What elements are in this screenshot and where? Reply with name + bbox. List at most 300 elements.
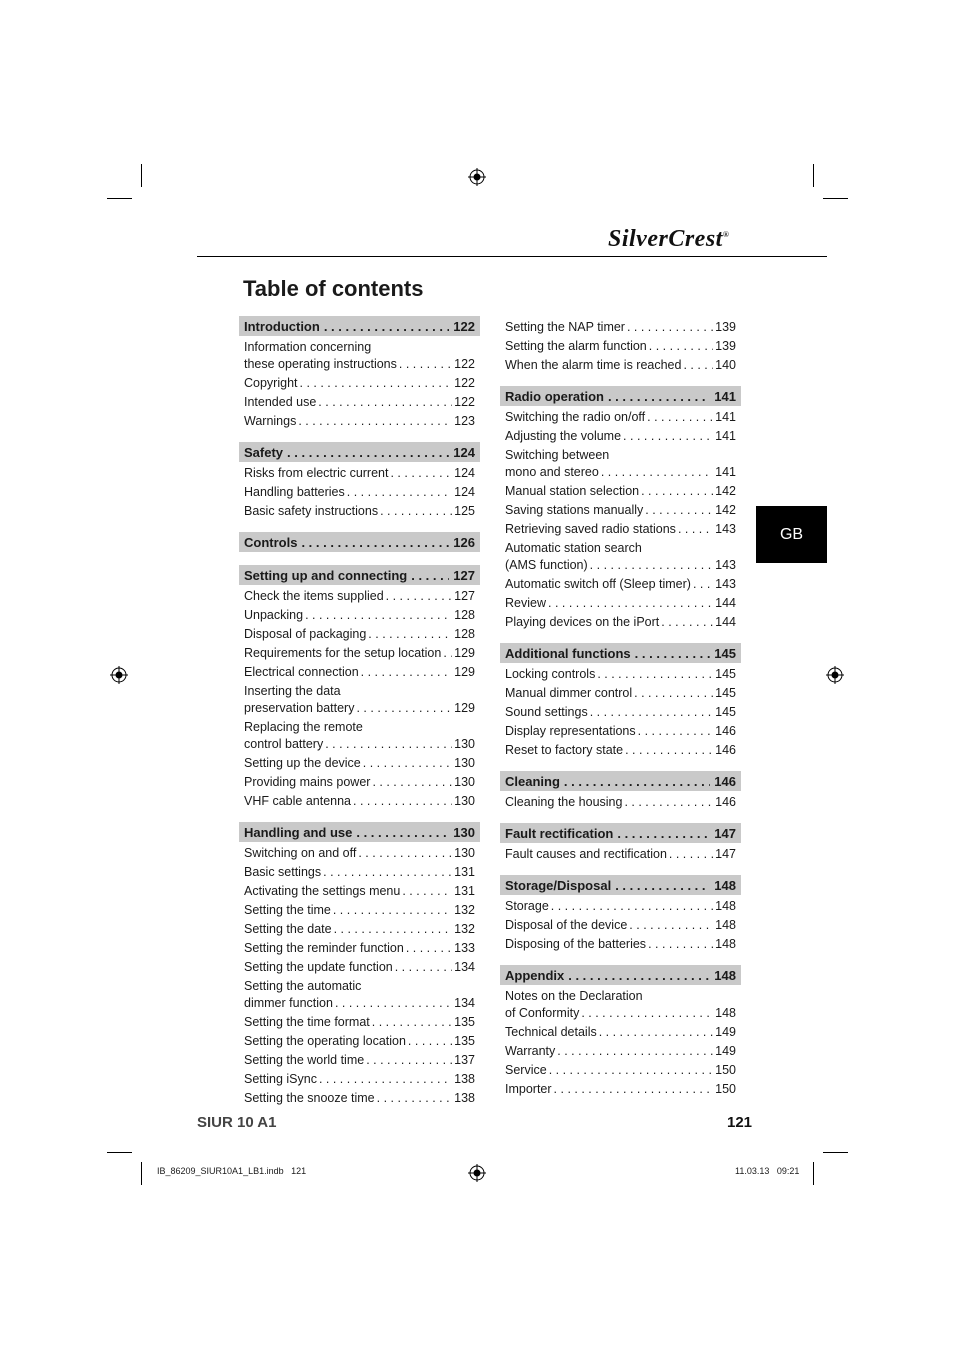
section-title: Storage/Disposal bbox=[505, 877, 612, 893]
toc-entry-row bbox=[244, 958, 475, 977]
toc-entry-row bbox=[505, 501, 736, 520]
toc-entry-text: Setting the time format bbox=[244, 1015, 370, 1029]
toc-entry-row bbox=[505, 594, 736, 613]
dot-leader bbox=[377, 1089, 453, 1108]
dot-leader bbox=[683, 356, 713, 375]
dot-leader bbox=[581, 1004, 713, 1023]
toc-entry-text: Service bbox=[505, 1063, 547, 1077]
toc-entry-row bbox=[244, 792, 475, 811]
toc-entry bbox=[505, 520, 736, 539]
dot-leader bbox=[361, 663, 452, 682]
toc-entry-page: 129 bbox=[454, 665, 475, 679]
section-heading bbox=[239, 532, 480, 552]
toc-entry-page: 148 bbox=[715, 937, 736, 951]
toc-entry-text: of Conformity bbox=[505, 1006, 580, 1020]
toc-entry-page: 127 bbox=[454, 589, 475, 603]
toc-entry bbox=[505, 1080, 736, 1099]
toc-entry bbox=[244, 754, 475, 773]
toc-entry-text: Check the items supplied bbox=[244, 589, 384, 603]
toc-entry-page: 137 bbox=[454, 1053, 475, 1067]
toc-entry bbox=[244, 920, 475, 939]
dot-leader bbox=[363, 754, 452, 773]
section-heading bbox=[500, 823, 741, 843]
dot-leader bbox=[627, 318, 713, 337]
dot-leader bbox=[647, 408, 713, 427]
toc-entry-row bbox=[505, 575, 736, 594]
section-title: Fault rectification bbox=[505, 825, 614, 841]
toc-entry bbox=[244, 412, 475, 431]
dot-leader bbox=[551, 897, 713, 916]
toc-entry bbox=[505, 793, 736, 812]
dot-leader bbox=[634, 684, 713, 703]
toc-entry bbox=[505, 741, 736, 760]
toc-entry-page: 150 bbox=[715, 1082, 736, 1096]
toc-entry-page: 146 bbox=[715, 724, 736, 738]
toc-entry-text: Playing devices on the iPort bbox=[505, 615, 660, 629]
section-page: 130 bbox=[453, 824, 475, 840]
dot-leader bbox=[615, 878, 710, 893]
toc-entry-page: 145 bbox=[715, 667, 736, 681]
toc-entry-row bbox=[505, 1004, 736, 1023]
toc-entry bbox=[244, 606, 475, 625]
section-page: 148 bbox=[714, 877, 736, 893]
toc-entry-text: these operating instructions bbox=[244, 357, 397, 371]
toc-entry bbox=[505, 845, 736, 864]
dot-leader bbox=[372, 1013, 452, 1032]
dot-leader bbox=[334, 920, 453, 939]
header-rule bbox=[197, 256, 827, 257]
toc-right-column bbox=[500, 316, 741, 1099]
dot-leader bbox=[301, 535, 449, 550]
dot-leader bbox=[623, 427, 713, 446]
toc-entry-page: 140 bbox=[715, 358, 736, 372]
toc-entry-page: 125 bbox=[454, 504, 475, 518]
toc-entry-text: Setting the alarm function bbox=[505, 339, 647, 353]
toc-entry-row bbox=[244, 412, 475, 431]
section-page: 145 bbox=[714, 645, 736, 661]
crop-mark bbox=[107, 198, 132, 199]
toc-entry-page: 144 bbox=[715, 615, 736, 629]
toc-entry-line: Inserting the data bbox=[244, 684, 341, 698]
toc-entry-row bbox=[505, 897, 736, 916]
toc-entry bbox=[505, 1061, 736, 1080]
registration-mark-icon bbox=[110, 666, 128, 684]
dot-leader bbox=[298, 412, 452, 431]
print-slug-file: IB_86209_SIUR10A1_LB1.indb 121 bbox=[157, 1166, 307, 1176]
toc-entry-row bbox=[244, 393, 475, 412]
toc-entry-text: Activating the settings menu bbox=[244, 884, 401, 898]
section-heading bbox=[500, 965, 741, 985]
toc-entry-text: Switching the radio on/off bbox=[505, 410, 646, 424]
toc-entry bbox=[244, 1051, 475, 1070]
dot-leader bbox=[402, 882, 452, 901]
dot-leader bbox=[649, 337, 713, 356]
toc-entry-text: Disposal of packaging bbox=[244, 627, 367, 641]
toc-entry-row bbox=[505, 741, 736, 760]
toc-entry-page: 122 bbox=[454, 357, 475, 371]
toc-entry-text: Setting up the device bbox=[244, 756, 361, 770]
toc-entry-row bbox=[505, 665, 736, 684]
toc-left-column bbox=[239, 316, 480, 1108]
section-gap bbox=[500, 812, 741, 823]
toc-entry-row bbox=[505, 427, 736, 446]
toc-entry-list bbox=[500, 895, 741, 954]
section-heading bbox=[500, 386, 741, 406]
dot-leader bbox=[648, 935, 713, 954]
dot-leader bbox=[625, 741, 713, 760]
dot-leader bbox=[372, 773, 452, 792]
dot-leader bbox=[693, 575, 713, 594]
dot-leader bbox=[597, 665, 713, 684]
toc-entry-row bbox=[244, 1013, 475, 1032]
toc-entry bbox=[244, 587, 475, 606]
dot-leader bbox=[608, 389, 710, 404]
toc-entry bbox=[244, 719, 475, 754]
dot-leader bbox=[568, 968, 710, 983]
toc-entry-text: (AMS function) bbox=[505, 558, 588, 572]
model-number: SIUR 10 A1 bbox=[197, 1114, 277, 1131]
registration-mark-icon bbox=[468, 168, 486, 186]
dot-leader bbox=[549, 1061, 713, 1080]
toc-entry-row bbox=[244, 1032, 475, 1051]
section-gap bbox=[500, 864, 741, 875]
language-tab: GB bbox=[756, 506, 827, 563]
toc-entry-text: Copyright bbox=[244, 376, 298, 390]
toc-entry-row bbox=[244, 844, 475, 863]
section-title: Appendix bbox=[505, 967, 565, 983]
toc-entry-row bbox=[244, 901, 475, 920]
dot-leader bbox=[323, 863, 452, 882]
toc-entry-text: Locking controls bbox=[505, 667, 596, 681]
dot-leader bbox=[358, 844, 452, 863]
toc-entry-page: 130 bbox=[454, 794, 475, 808]
toc-entry bbox=[505, 501, 736, 520]
toc-entry-row bbox=[505, 935, 736, 954]
toc-entry-row bbox=[505, 1061, 736, 1080]
toc-entry-row bbox=[244, 587, 475, 606]
toc-entry bbox=[505, 575, 736, 594]
dot-leader bbox=[629, 916, 713, 935]
crop-mark bbox=[823, 1152, 848, 1153]
toc-entry bbox=[244, 958, 475, 977]
toc-entry-row bbox=[505, 1042, 736, 1061]
toc-entry-page: 143 bbox=[715, 522, 736, 536]
toc-entry bbox=[505, 482, 736, 501]
toc-entry-page: 138 bbox=[454, 1091, 475, 1105]
toc-entry-list bbox=[239, 462, 480, 521]
dot-leader bbox=[599, 1023, 713, 1042]
toc-entry-row bbox=[244, 663, 475, 682]
toc-entry-line: Setting the automatic bbox=[244, 979, 362, 993]
toc-entry bbox=[244, 773, 475, 792]
toc-entry-page: 145 bbox=[715, 705, 736, 719]
toc-entry bbox=[505, 613, 736, 632]
toc-entry-text: Basic safety instructions bbox=[244, 504, 379, 518]
toc-entry-page: 141 bbox=[715, 465, 736, 479]
toc-entry-page: 142 bbox=[715, 503, 736, 517]
toc-entry-text: Cleaning the housing bbox=[505, 795, 623, 809]
toc-entry-text: Manual dimmer control bbox=[505, 686, 633, 700]
toc-entry bbox=[244, 663, 475, 682]
toc-entry-text: control battery bbox=[244, 737, 324, 751]
dot-leader bbox=[319, 1070, 452, 1089]
dot-leader bbox=[638, 722, 714, 741]
section-gap bbox=[239, 811, 480, 822]
toc-entry-text: When the alarm time is reached bbox=[505, 358, 682, 372]
toc-entry bbox=[505, 684, 736, 703]
toc-entry bbox=[505, 318, 736, 337]
toc-entry-row bbox=[244, 606, 475, 625]
toc-entry-page: 146 bbox=[715, 795, 736, 809]
toc-entry-page: 130 bbox=[454, 737, 475, 751]
toc-entry-row bbox=[244, 735, 475, 754]
toc-entry-text: Warranty bbox=[505, 1044, 556, 1058]
toc-entry-row bbox=[505, 482, 736, 501]
toc-entry-text: Setting the operating location bbox=[244, 1034, 406, 1048]
toc-entry-page: 150 bbox=[715, 1063, 736, 1077]
toc-entry-text: Setting the date bbox=[244, 922, 332, 936]
crop-mark bbox=[107, 1152, 132, 1153]
toc-entry-text: dimmer function bbox=[244, 996, 333, 1010]
crop-mark bbox=[141, 164, 142, 187]
toc-entry bbox=[244, 374, 475, 393]
toc-entry-text: Sound settings bbox=[505, 705, 588, 719]
section-title: Safety bbox=[244, 444, 284, 460]
toc-entry bbox=[244, 939, 475, 958]
toc-entry-text: Technical details bbox=[505, 1025, 597, 1039]
section-heading bbox=[239, 442, 480, 462]
toc-entry-list bbox=[239, 585, 480, 811]
toc-entry-text: Setting the snooze time bbox=[244, 1091, 375, 1105]
toc-entry bbox=[505, 337, 736, 356]
toc-entry bbox=[505, 1023, 736, 1042]
toc-entry-text: Setting iSync bbox=[244, 1072, 317, 1086]
toc-entry-line: Switching between bbox=[505, 448, 610, 462]
toc-entry-page: 122 bbox=[454, 376, 475, 390]
section-gap bbox=[500, 760, 741, 771]
toc-entry bbox=[505, 703, 736, 722]
toc-entry bbox=[505, 356, 736, 375]
toc-entry-text: Setting the world time bbox=[244, 1053, 365, 1067]
brand-name: SilverCrest bbox=[608, 226, 723, 252]
toc-entry bbox=[505, 594, 736, 613]
toc-entry-page: 148 bbox=[715, 899, 736, 913]
toc-entry-page: 131 bbox=[454, 884, 475, 898]
toc-entry-page: 141 bbox=[715, 429, 736, 443]
section-heading bbox=[239, 316, 480, 336]
section-gap bbox=[239, 431, 480, 442]
dot-leader bbox=[411, 568, 449, 583]
toc-entry bbox=[244, 901, 475, 920]
print-slug-date: 11.03.13 09:21 bbox=[735, 1166, 800, 1176]
section-title: Setting up and connecting bbox=[244, 567, 408, 583]
toc-entry-page: 146 bbox=[715, 743, 736, 757]
toc-entry-row bbox=[244, 699, 475, 718]
toc-entry bbox=[244, 339, 475, 374]
toc-entry bbox=[505, 665, 736, 684]
toc-entry-page: 138 bbox=[454, 1072, 475, 1086]
page-number: 121 bbox=[727, 1114, 753, 1131]
toc-entry-row bbox=[244, 625, 475, 644]
toc-entry-row bbox=[505, 1023, 736, 1042]
dot-leader bbox=[443, 644, 452, 663]
dot-leader bbox=[624, 793, 713, 812]
toc-entry-text: Providing mains power bbox=[244, 775, 371, 789]
toc-entry-row bbox=[244, 1089, 475, 1108]
toc-entry-row bbox=[244, 374, 475, 393]
toc-entry-page: 124 bbox=[454, 485, 475, 499]
toc-entry-line: Replacing the remote bbox=[244, 720, 363, 734]
toc-entry-text: Unpacking bbox=[244, 608, 304, 622]
toc-entry bbox=[244, 683, 475, 718]
toc-entry-text: Electrical connection bbox=[244, 665, 359, 679]
toc-entry-row bbox=[505, 356, 736, 375]
crop-mark bbox=[813, 164, 814, 187]
toc-entry bbox=[244, 1013, 475, 1032]
toc-entry-page: 129 bbox=[454, 646, 475, 660]
toc-entry bbox=[505, 540, 736, 575]
toc-entry bbox=[244, 464, 475, 483]
dot-leader bbox=[380, 502, 452, 521]
toc-entry-row bbox=[505, 703, 736, 722]
toc-entry bbox=[244, 792, 475, 811]
toc-entry-page: 149 bbox=[715, 1044, 736, 1058]
toc-entry bbox=[505, 935, 736, 954]
toc-entry-text: Adjusting the volume bbox=[505, 429, 622, 443]
toc-entry bbox=[244, 393, 475, 412]
toc-entry-page: 139 bbox=[715, 320, 736, 334]
dot-leader bbox=[335, 994, 452, 1013]
toc-entry-list bbox=[500, 843, 741, 864]
toc-entry-row bbox=[505, 845, 736, 864]
toc-entry-row bbox=[505, 916, 736, 935]
toc-entry-page: 143 bbox=[715, 558, 736, 572]
section-page: 141 bbox=[714, 388, 736, 404]
toc-entry-row bbox=[244, 483, 475, 502]
toc-entry-text: Fault causes and rectification bbox=[505, 847, 667, 861]
toc-entry-page: 130 bbox=[454, 775, 475, 789]
section-gap bbox=[500, 632, 741, 643]
section-gap bbox=[500, 375, 741, 386]
dot-leader bbox=[408, 1032, 452, 1051]
toc-entry bbox=[244, 844, 475, 863]
toc-entry-page: 135 bbox=[454, 1015, 475, 1029]
toc-entry bbox=[244, 1089, 475, 1108]
dot-leader bbox=[318, 393, 452, 412]
toc-entry-text: Risks from electric current bbox=[244, 466, 389, 480]
dot-leader bbox=[635, 646, 711, 661]
section-gap bbox=[239, 554, 480, 565]
crop-mark bbox=[823, 198, 848, 199]
toc-entry-page: 149 bbox=[715, 1025, 736, 1039]
dot-leader bbox=[590, 556, 713, 575]
toc-entry-page: 145 bbox=[715, 686, 736, 700]
toc-entry-text: Setting the time bbox=[244, 903, 331, 917]
toc-entry-row bbox=[244, 1051, 475, 1070]
brand-logo bbox=[608, 226, 729, 253]
dot-leader bbox=[641, 482, 713, 501]
toc-entry-page: 130 bbox=[454, 756, 475, 770]
toc-entry-page: 122 bbox=[454, 395, 475, 409]
toc-entry-row bbox=[244, 464, 475, 483]
dot-leader bbox=[557, 1042, 713, 1061]
toc-entry-text: Requirements for the setup location bbox=[244, 646, 442, 660]
toc-entry-row bbox=[244, 355, 475, 374]
toc-entry-row bbox=[505, 556, 736, 575]
section-page: 147 bbox=[714, 825, 736, 841]
toc-entry bbox=[505, 722, 736, 741]
dot-leader bbox=[368, 625, 452, 644]
toc-entry-row bbox=[505, 722, 736, 741]
dot-leader bbox=[366, 1051, 452, 1070]
toc-entry-text: Intended use bbox=[244, 395, 317, 409]
section-title: Cleaning bbox=[505, 773, 560, 789]
section-title: Radio operation bbox=[505, 388, 604, 404]
toc-entry bbox=[244, 1032, 475, 1051]
toc-entry bbox=[505, 916, 736, 935]
toc-entry bbox=[244, 644, 475, 663]
toc-entry-page: 131 bbox=[454, 865, 475, 879]
toc-entry-text: Display representations bbox=[505, 724, 636, 738]
dot-leader bbox=[356, 699, 452, 718]
toc-entry-page: 142 bbox=[715, 484, 736, 498]
dot-leader bbox=[353, 792, 452, 811]
toc-entry-row bbox=[244, 939, 475, 958]
toc-entry-text: Setting the NAP timer bbox=[505, 320, 625, 334]
section-title: Controls bbox=[244, 534, 298, 550]
dot-leader bbox=[390, 464, 452, 483]
section-title: Additional functions bbox=[505, 645, 631, 661]
toc-entry-row bbox=[244, 994, 475, 1013]
toc-entry-row bbox=[244, 754, 475, 773]
toc-entry-text: Storage bbox=[505, 899, 549, 913]
section-title: Introduction bbox=[244, 318, 320, 334]
dot-leader bbox=[678, 520, 713, 539]
section-page: 148 bbox=[714, 967, 736, 983]
toc-entry-text: Handling batteries bbox=[244, 485, 345, 499]
toc-entry-page: 129 bbox=[454, 701, 475, 715]
toc-entry-text: Saving stations manually bbox=[505, 503, 644, 517]
toc-entry bbox=[505, 988, 736, 1023]
dot-leader bbox=[661, 613, 713, 632]
toc-entry-row bbox=[244, 502, 475, 521]
toc-entry-page: 139 bbox=[715, 339, 736, 353]
toc-entry-page: 124 bbox=[454, 466, 475, 480]
crop-mark bbox=[141, 1162, 142, 1185]
dot-leader bbox=[554, 1080, 714, 1099]
toc-entry-page: 130 bbox=[454, 846, 475, 860]
toc-entry-row bbox=[505, 318, 736, 337]
section-heading bbox=[500, 643, 741, 663]
toc-entry-text: Basic settings bbox=[244, 865, 322, 879]
toc-entry bbox=[244, 978, 475, 1013]
toc-entry-page: 128 bbox=[454, 627, 475, 641]
section-page: 146 bbox=[714, 773, 736, 789]
toc-entry-text: Setting the update function bbox=[244, 960, 393, 974]
toc-entry-page: 135 bbox=[454, 1034, 475, 1048]
toc-entry-page: 148 bbox=[715, 1006, 736, 1020]
toc-entry-row bbox=[505, 463, 736, 482]
toc-entry-row bbox=[505, 793, 736, 812]
dot-leader bbox=[669, 845, 713, 864]
toc-entry bbox=[505, 447, 736, 482]
section-page: 122 bbox=[453, 318, 475, 334]
dot-leader bbox=[386, 587, 452, 606]
section-heading bbox=[239, 565, 480, 585]
section-gap bbox=[239, 521, 480, 532]
toc-entry-text: Importer bbox=[505, 1082, 552, 1096]
toc-entry-page: 147 bbox=[715, 847, 736, 861]
